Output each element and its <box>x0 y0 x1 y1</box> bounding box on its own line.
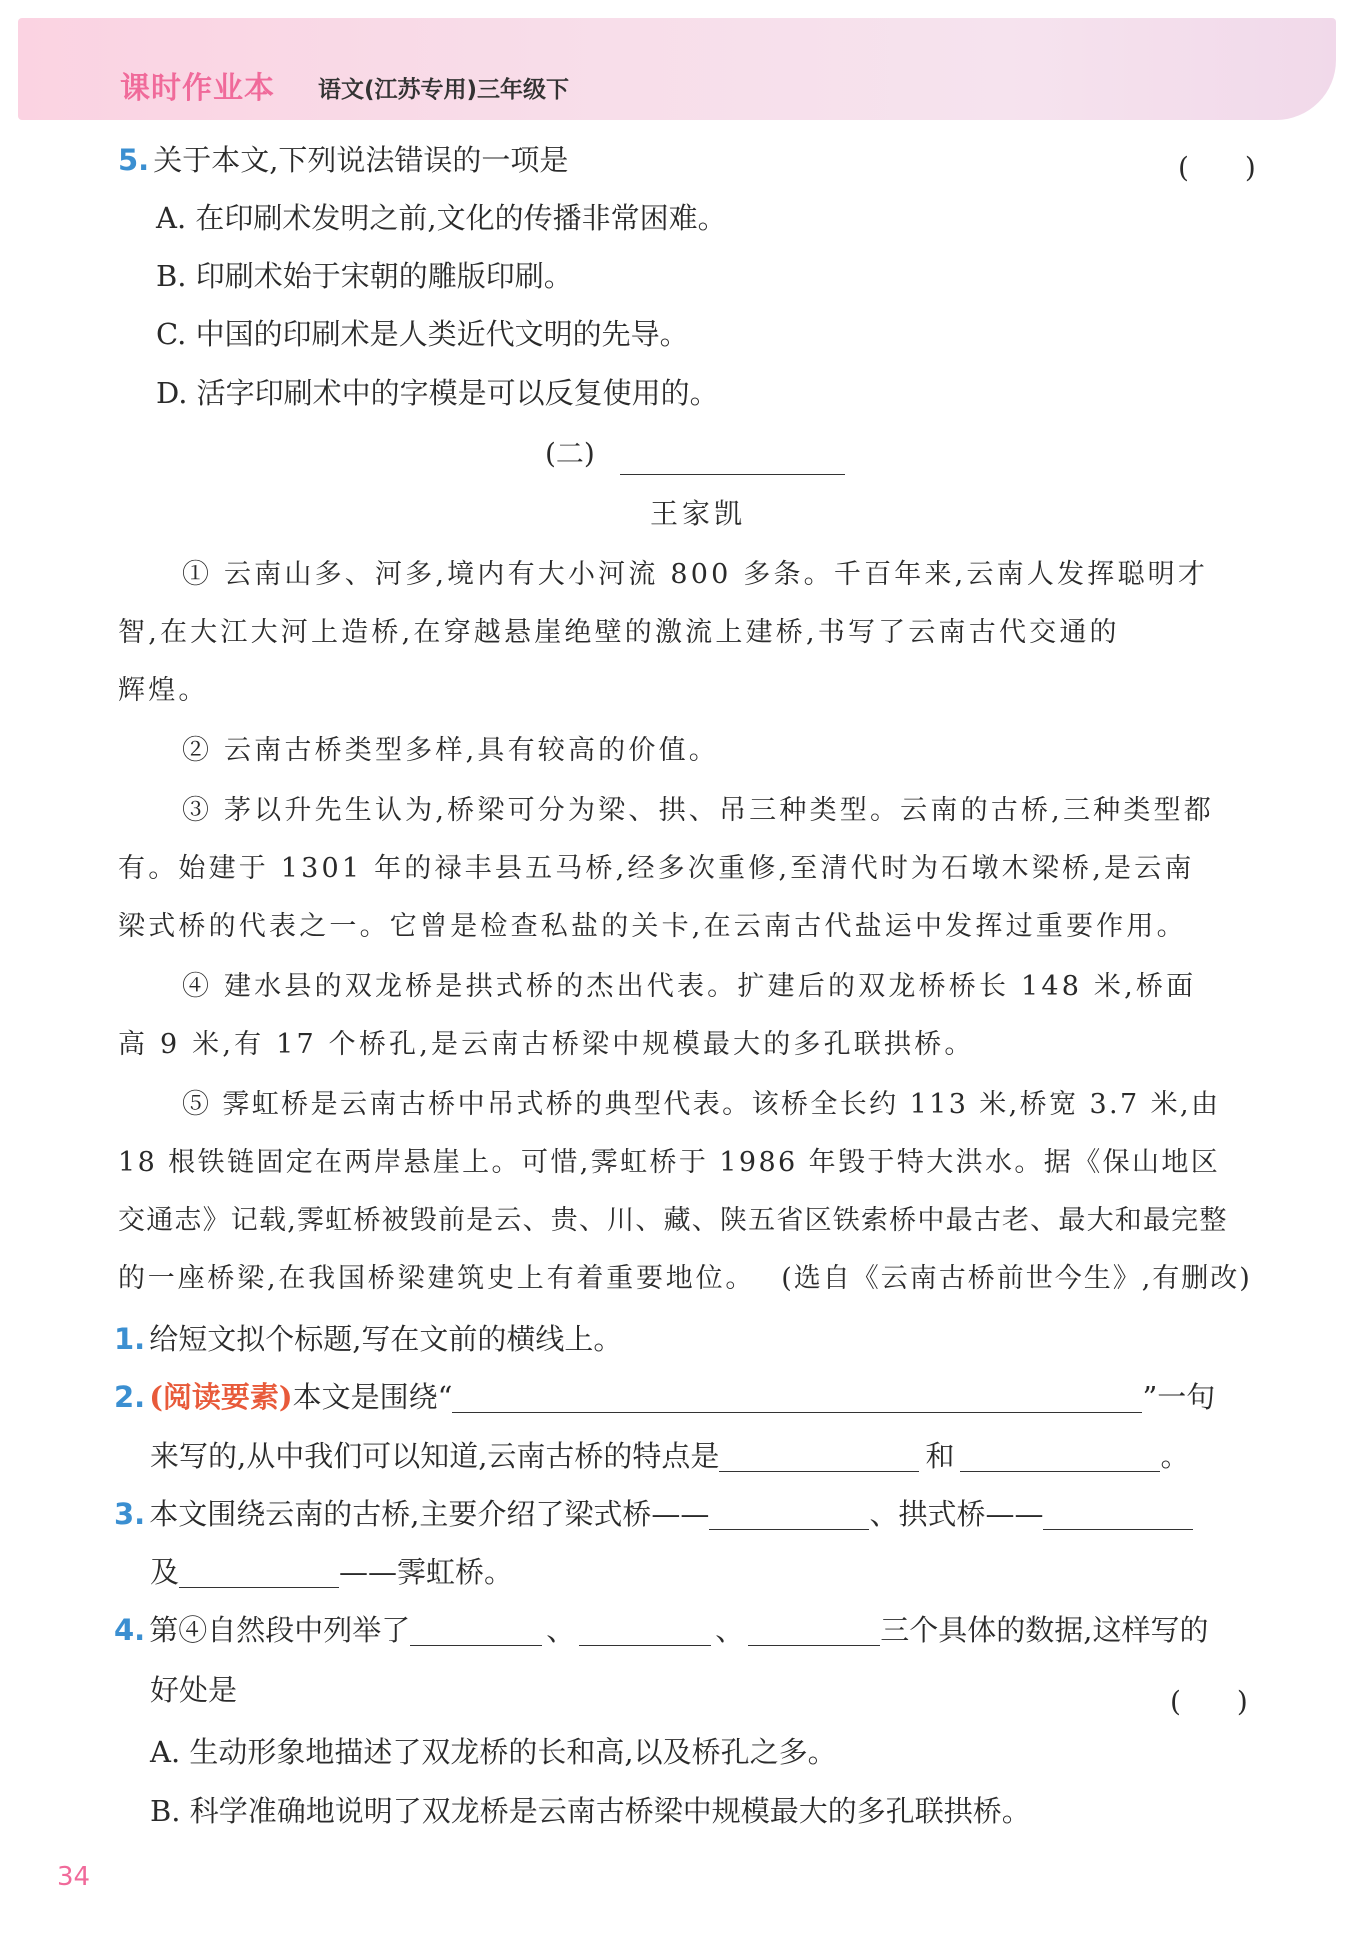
question-text: 。 <box>1160 1439 1190 1473</box>
question-text: 本文是围绕“ <box>292 1380 453 1414</box>
question-text: 及 <box>150 1555 180 1589</box>
question-text: 关于本文,下列说法错误的一项是 <box>153 143 569 177</box>
question-4-line-2: 好处是 <box>150 1673 238 1707</box>
option-b[interactable]: B. 科学准确地说明了双龙桥是云南古桥梁中规模最大的多孔联拱桥。 <box>150 1794 1031 1828</box>
paragraph-4-line-2: 高 9 米,有 17 个桥孔,是云南古桥梁中规模最大的多孔联拱桥。 <box>118 1029 975 1060</box>
separator: 、 <box>715 1613 745 1647</box>
answer-blank[interactable] <box>719 1443 919 1472</box>
question-text: 给短文拟个标题,写在文前的横线上。 <box>149 1322 623 1356</box>
question-number: 1. <box>114 1322 146 1356</box>
paragraph-3-line-2: 有。始建于 1301 年的禄丰县五马桥,经多次重修,至清代时为石墩木梁桥,是云南 <box>118 853 1195 884</box>
paragraph-4-line-1: ④ 建水县的双龙桥是拱式桥的杰出代表。扩建后的双龙桥桥长 148 米,桥面 <box>182 971 1197 1002</box>
question-text: 三个具体的数据,这样写的 <box>880 1613 1209 1647</box>
question-3-line-2 <box>150 1555 514 1589</box>
paragraph-5-line-1: ⑤ 霁虹桥是云南古桥中吊式桥的典型代表。该桥全长约 113 米,桥宽 3.7 米,由 <box>182 1089 1221 1120</box>
author: 王家凯 <box>650 497 747 530</box>
section-label: (二) <box>545 437 595 470</box>
answer-blank[interactable] <box>179 1559 339 1588</box>
page-number: 34 <box>57 1862 91 1892</box>
paragraph-5-line-2: 18 根铁链固定在两岸悬崖上。可惜,霁虹桥于 1986 年毁于特大洪水。据《保山地区 <box>118 1147 1221 1178</box>
question-text: 和 <box>925 1439 955 1473</box>
title-blank[interactable] <box>620 474 845 475</box>
source-note: (选自《云南古桥前世今生》,有删改) <box>781 1263 1252 1294</box>
option-c[interactable]: C. 中国的印刷术是人类近代文明的先导。 <box>156 317 689 351</box>
reading-tag: (阅读要素) <box>149 1380 293 1414</box>
question-text: 来写的,从中我们可以知道,云南古桥的特点是 <box>150 1439 720 1473</box>
question-number: 2. <box>114 1380 146 1414</box>
answer-paren[interactable]: ( ) <box>1170 1685 1248 1718</box>
answer-blank[interactable] <box>410 1617 542 1646</box>
question-4 <box>114 1613 1209 1647</box>
paragraph-1-line-3: 辉煌。 <box>118 675 209 706</box>
answer-blank[interactable] <box>748 1617 880 1646</box>
question-text: ”一句 <box>1142 1380 1216 1414</box>
book-subtitle: 语文(江苏专用)三年级下 <box>318 77 570 103</box>
paragraph-3-line-1: ③ 茅以升先生认为,桥梁可分为梁、拱、吊三种类型。云南的古桥,三种类型都 <box>182 795 1214 826</box>
paragraph-1-line-1: ① 云南山多、河多,境内有大小河流 800 多条。千百年来,云南人发挥聪明才 <box>182 559 1209 590</box>
option-d[interactable]: D. 活字印刷术中的字模是可以反复使用的。 <box>156 376 719 410</box>
paragraph-5-text: 的一座桥梁,在我国桥梁建筑史上有着重要地位。 <box>118 1263 756 1294</box>
answer-blank[interactable] <box>452 1384 1142 1413</box>
question-1 <box>114 1322 623 1356</box>
question-2-line-2 <box>150 1439 1190 1473</box>
question-text: 本文围绕云南的古桥,主要介绍了梁式桥—— <box>149 1497 710 1531</box>
option-a[interactable]: A. 生动形象地描述了双龙桥的长和高,以及桥孔之多。 <box>150 1735 837 1769</box>
paragraph-1-line-2: 智,在大江大河上造桥,在穿越悬崖绝壁的激流上建桥,书写了云南古代交通的 <box>118 617 1120 648</box>
paragraph-5-line-4 <box>118 1265 1252 1292</box>
answer-blank[interactable] <box>579 1617 711 1646</box>
question-text: 第④自然段中列举了 <box>149 1613 411 1647</box>
question-text: 、拱式桥—— <box>869 1497 1044 1531</box>
question-number: 4. <box>114 1613 146 1647</box>
option-a[interactable]: A. 在印刷术发明之前,文化的传播非常困难。 <box>156 201 727 235</box>
answer-blank[interactable] <box>709 1501 869 1530</box>
question-2 <box>114 1380 1216 1414</box>
answer-blank[interactable] <box>960 1443 1160 1472</box>
paragraph-2: ② 云南古桥类型多样,具有较高的价值。 <box>182 735 719 766</box>
question-number: 5. <box>118 143 150 177</box>
question-text: ——霁虹桥。 <box>339 1555 514 1589</box>
option-b[interactable]: B. 印刷术始于宋朝的雕版印刷。 <box>156 259 573 293</box>
answer-blank[interactable] <box>1043 1501 1193 1530</box>
answer-paren[interactable]: ( ) <box>1178 151 1256 184</box>
question-3 <box>114 1497 1193 1531</box>
paragraph-3-line-3: 梁式桥的代表之一。它曾是检查私盐的关卡,在云南古代盐运中发挥过重要作用。 <box>118 911 1187 942</box>
paragraph-5-line-3: 交通志》记载,霁虹桥被毁前是云、贵、川、藏、陕五省区铁索桥中最古老、最大和最完整 <box>118 1205 1228 1236</box>
book-brand: 课时作业本 <box>120 71 275 106</box>
separator: 、 <box>546 1613 576 1647</box>
question-number: 3. <box>114 1497 146 1531</box>
question-5 <box>118 143 569 177</box>
